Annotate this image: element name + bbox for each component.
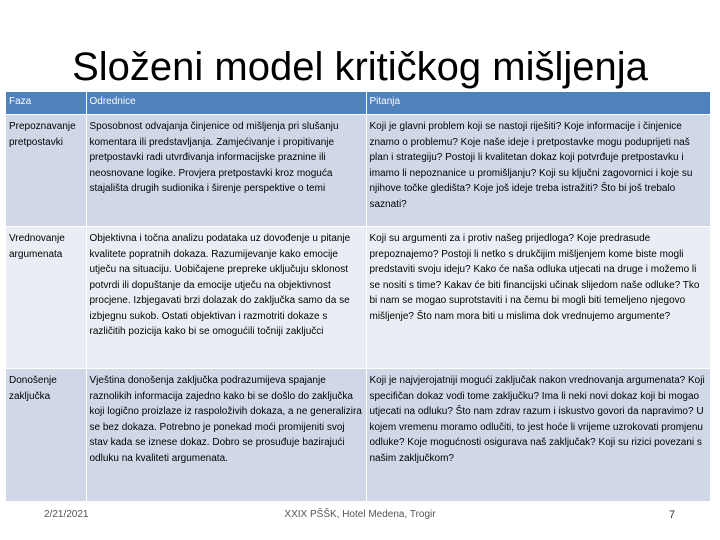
footer-event: XXIX PŠŠK, Hotel Medena, Trogir xyxy=(284,509,436,520)
cell-pitanja: Koji je glavni problem koji se nastoji riješiti? Koje informacije i činjenice znamo o problemu? Koje naše ideje i pretpostavke mogu poduprijeti naš plan i strategiju? Postoji li kvalitetan dokaz koji potvrđuje pretpostavku i imamo li nepoznanice u promišljanju? Koji su ključni zagovornici i koje su njihove točke gledišta? Koje još ideje treba istražiti? Što bi još trebalo saznati? xyxy=(366,115,710,227)
cell-faza: Prepoznavanje pretpostavki xyxy=(6,115,86,227)
table-row xyxy=(6,227,710,369)
header-odrednice: Odrednice xyxy=(86,92,366,115)
table-row xyxy=(6,369,710,501)
cell-faza: Vrednovanje argumenata xyxy=(6,227,86,369)
cell-pitanja: Koji je najvjerojatniji mogući zaključak nakon vrednovanja argumenata? Koji specifičan dokaz vodi tome zaključku? Ima li neki novi dokaz koji bi mogao utjecati na odluku? Što nam zdrav razum i iskustvo govori da napravimo? U kojem vremenu moramo odlučiti, to jest hoće li vrijeme uzrokovati promjenu odluke? Koje mogućnosti osigurava naš zaključak? Koji su rizici povezani s našim zaključkom? xyxy=(366,369,710,501)
cell-odrednice: Vještina donošenja zaključka podrazumijeva spajanje raznolikih informacija zajedno kako bi se došlo do zaključka koji logično proizlaze iz raspoloživih dokaza, a ne generalizira se bez dokaza. Potrebno je ponekad moći promijeniti svoj stav kada se iznese dokaz. Dobro se prosuđuje bazirajući odluku na kvaliteti argumenata. xyxy=(86,369,366,501)
slide-title: Složeni model kritičkog mišljenja xyxy=(72,45,648,89)
header-faza: Faza xyxy=(6,92,86,115)
cell-pitanja: Koji su argumenti za i protiv našeg prijedloga? Koje predrasude prepoznajemo? Postoji li netko s drukčijim mišljenjem kome biste mogli predstaviti svoju ideju? Kako će naša odluka utjecati na druge i možemo li se nositi s time? Kakav će biti financijski učinak slijedom naše odluke? Tko bi nam se mogao suprotstaviti i na čemu bi mogli biti temeljeno njegovo mišljenje? Što nam mora biti u mislima dok vrednujemo argumente? xyxy=(366,227,710,369)
critical-thinking-table xyxy=(6,92,710,501)
cell-faza: Donošenje zaključka xyxy=(6,369,86,501)
table-header-row xyxy=(6,92,710,115)
table-row xyxy=(6,115,710,227)
footer-date: 2/21/2021 xyxy=(44,509,89,520)
header-pitanja: Pitanja xyxy=(366,92,710,115)
cell-odrednice: Objektivna i točna analizu podataka uz dovođenje u pitanje kvalitete popratnih dokaza. Razumijevanje kako emocije utječu na situaciju. Uobičajene prepreke uključuju sklonost potvrdi ili dopuštanje da emocije utječu na objektivnost procjene. Izbjegavati brzi dolazak do zaključka samo da se izbjegnu sukob. Ostati objektivan i razmotriti dokaze s različitih pozicija kako bi se omogućili točniji zaključci xyxy=(86,227,366,369)
cell-odrednice: Sposobnost odvajanja činjenice od mišljenja pri slušanju komentara ili predstavljanja. Zamjećivanje i propitivanje pretpostavki radi utvrđivanja informacijske praznine ili neosnovane logike. Provjera pretpostavki kroz moguća stajališta drugih sudionika i širenje perspektive o temi xyxy=(86,115,366,227)
page-number: 7 xyxy=(669,509,676,521)
